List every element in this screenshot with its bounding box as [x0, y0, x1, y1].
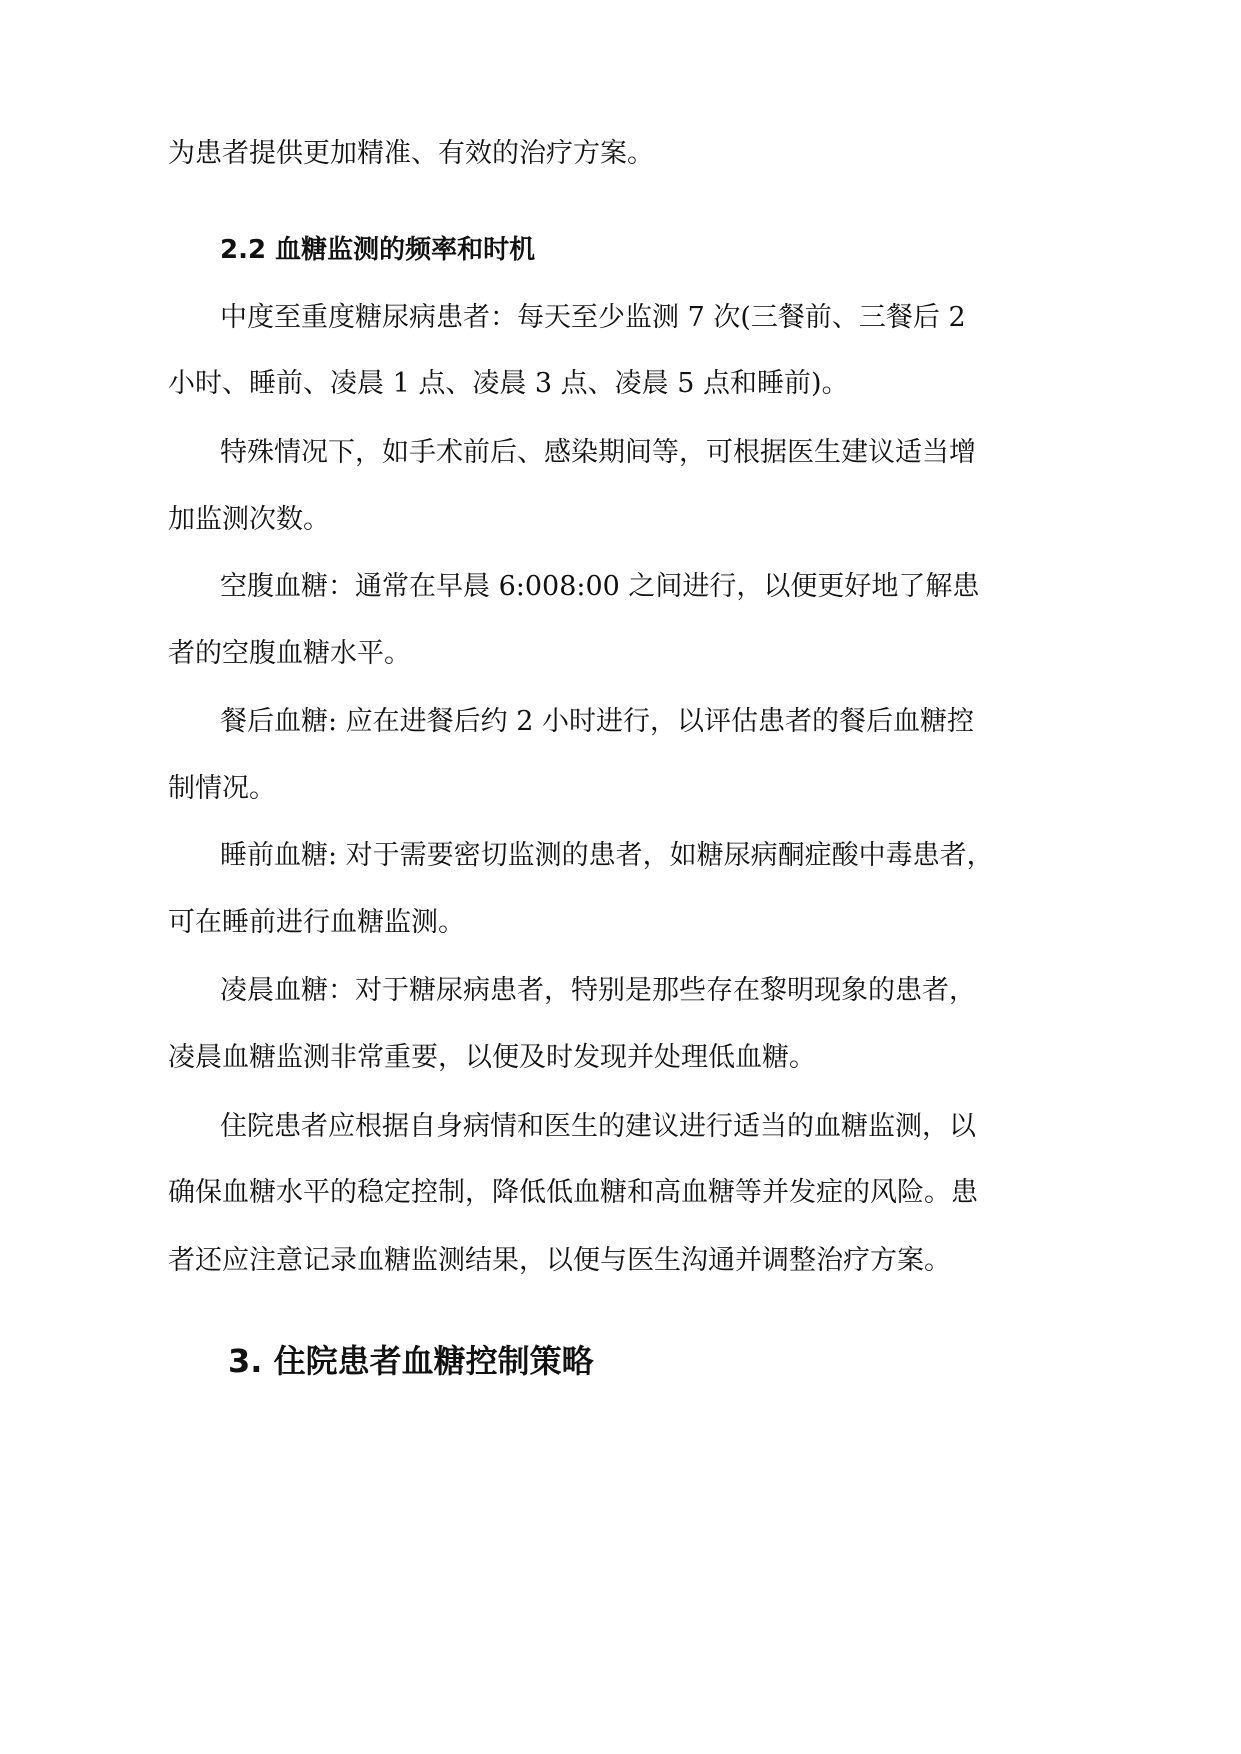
paragraph-line: 凌晨血糖：对于糖尿病患者，特别是那些存在黎明现象的患者， — [220, 975, 976, 1006]
paragraph-line: 空腹血糖：通常在早晨 6:008:00 之间进行，以便更好地了解患 — [220, 571, 980, 602]
paragraph-line: 为患者提供更加精准、有效的治疗方案。 — [168, 138, 654, 169]
paragraph-line: 住院患者应根据自身病情和医生的建议进行适当的血糖监测，以 — [220, 1111, 976, 1142]
paragraph-line: 者还应注意记录血糖监测结果，以便与医生沟通并调整治疗方案。 — [168, 1245, 951, 1276]
section-heading-3: 3. 住院患者血糖控制策略 — [228, 1342, 594, 1380]
paragraph-line: 制情况。 — [168, 773, 276, 804]
paragraph-line: 小时、睡前、凌晨 1 点、凌晨 3 点、凌晨 5 点和睡前)。 — [168, 368, 849, 399]
paragraph-line: 确保血糖水平的稳定控制，降低低血糖和高血糖等并发症的风险。患 — [168, 1177, 978, 1208]
paragraph-line: 者的空腹血糖水平。 — [168, 638, 411, 669]
section-heading-2-2: 2.2 血糖监测的频率和时机 — [220, 235, 536, 265]
paragraph-line: 加监测次数。 — [168, 504, 330, 535]
paragraph-line: 凌晨血糖监测非常重要，以便及时发现并处理低血糖。 — [168, 1042, 816, 1073]
paragraph-line: 餐后血糖: 应在进餐后约 2 小时进行，以评估患者的餐后血糖控 — [220, 706, 975, 737]
paragraph-line: 睡前血糖: 对于需要密切监测的患者，如糖尿病酮症酸中毒患者， — [220, 840, 994, 871]
paragraph-line: 可在睡前进行血糖监测。 — [168, 907, 465, 938]
paragraph-line: 中度至重度糖尿病患者：每天至少监测 7 次(三餐前、三餐后 2 — [220, 302, 966, 333]
paragraph-line: 特殊情况下，如手术前后、感染期间等，可根据医生建议适当增 — [220, 437, 976, 468]
